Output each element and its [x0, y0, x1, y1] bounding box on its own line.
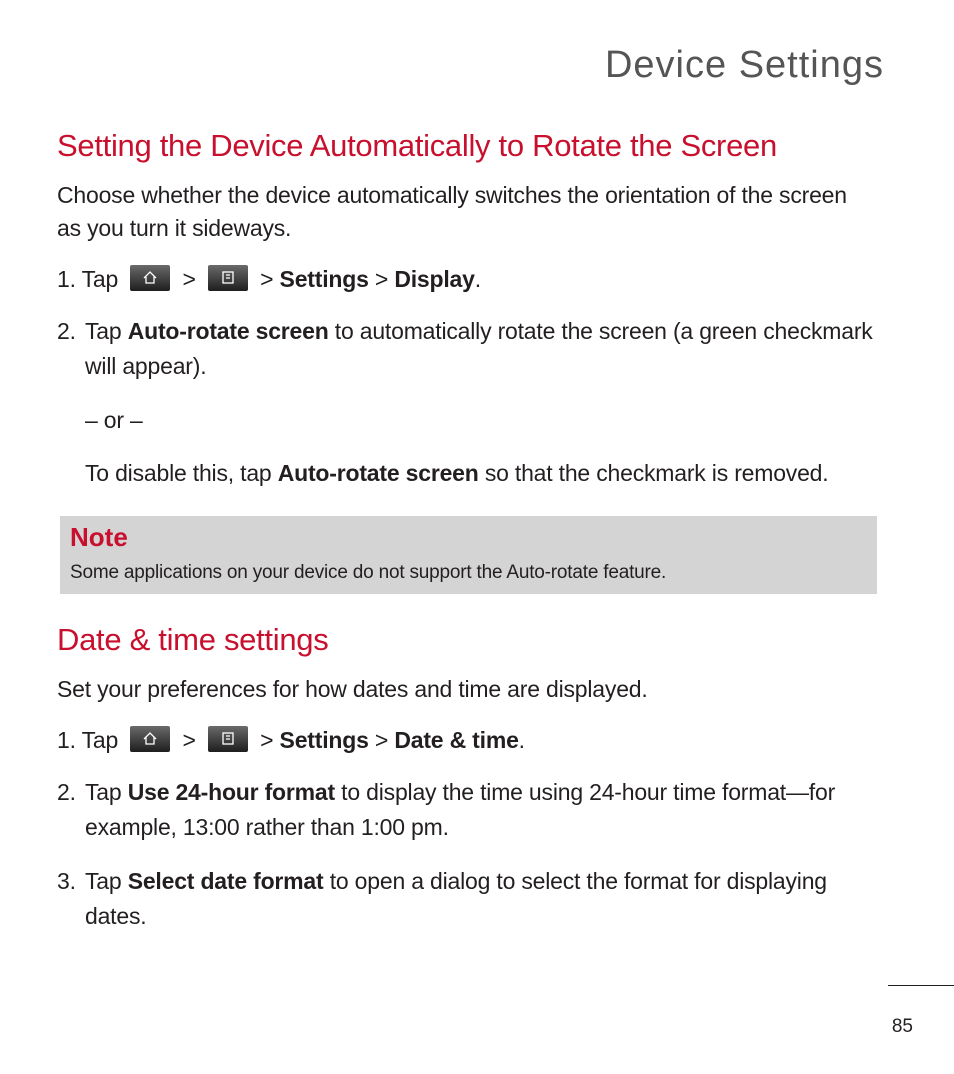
separator: >: [260, 266, 274, 292]
step-text: to automatically rotate the screen (a green checkmark: [334, 318, 873, 344]
disable-post: so that the checkmark is removed.: [484, 460, 829, 486]
section-heading-rotate: Setting the Device Automatically to Rotate the Screen: [57, 128, 777, 163]
or-separator: – or –: [85, 407, 143, 433]
tap-label: Tap: [81, 266, 119, 292]
settings-label: Settings: [279, 727, 369, 753]
tap-label: Tap: [81, 727, 119, 753]
page-number: 85: [891, 1016, 913, 1037]
rotate-intro-line1: Choose whether the device automatically switches the orientation of the screen: [57, 182, 847, 208]
separator: >: [260, 727, 274, 753]
menu-icon[interactable]: [208, 726, 248, 752]
date-time-label: Date & time: [394, 727, 519, 753]
disable-pre: To disable this, tap: [85, 460, 272, 486]
tap-label: Tap: [85, 318, 122, 344]
menu-icon[interactable]: [208, 265, 248, 291]
datetime-intro: Set your preferences for how dates and time are displayed.: [57, 676, 648, 702]
home-icon[interactable]: [130, 726, 170, 752]
chapter-title: Device Settings: [604, 44, 884, 86]
step-text-line2: example, 13:00 rather than 1:00 pm.: [85, 814, 449, 840]
note-text: Some applications on your device do not support the Auto-rotate feature.: [70, 562, 667, 583]
note-title: Note: [70, 522, 128, 552]
step-number: 3.: [57, 868, 76, 894]
display-label: Display: [394, 266, 475, 292]
home-icon[interactable]: [130, 265, 170, 291]
separator: >: [374, 266, 389, 292]
rotate-step-2: [57, 314, 897, 384]
rotate-intro-line2: as you turn it sideways.: [57, 215, 292, 241]
step-text-line2: will appear).: [85, 353, 207, 379]
separator: >: [374, 727, 389, 753]
auto-rotate-label: Auto-rotate screen: [127, 318, 329, 344]
select-date-format-label: Select date format: [127, 868, 324, 894]
step-number: 1.: [57, 727, 76, 753]
separator: >: [182, 266, 196, 292]
step-text: to display the time using 24-hour time format—for: [341, 779, 836, 805]
rotate-step-1: [57, 262, 481, 297]
note-box: [60, 516, 877, 594]
separator: >: [182, 727, 196, 753]
tap-label: Tap: [85, 779, 122, 805]
period: .: [518, 727, 525, 753]
datetime-step-3: [57, 864, 897, 934]
use-24-hour-label: Use 24-hour format: [127, 779, 335, 805]
footer-rule: [888, 985, 954, 986]
period: .: [474, 266, 481, 292]
settings-label: Settings: [279, 266, 369, 292]
disable-instruction: [85, 456, 828, 490]
datetime-step-2: [57, 775, 897, 845]
tap-label: Tap: [85, 868, 122, 894]
auto-rotate-label: Auto-rotate screen: [277, 460, 479, 486]
datetime-step-1: [57, 723, 525, 758]
step-number: 2.: [57, 779, 76, 805]
step-number: 1.: [57, 266, 76, 292]
step-number: 2.: [57, 318, 76, 344]
step-text-line2: dates.: [85, 903, 147, 929]
section-heading-datetime: Date & time settings: [57, 622, 329, 657]
step-text: to open a dialog to select the format for displaying: [329, 868, 827, 894]
